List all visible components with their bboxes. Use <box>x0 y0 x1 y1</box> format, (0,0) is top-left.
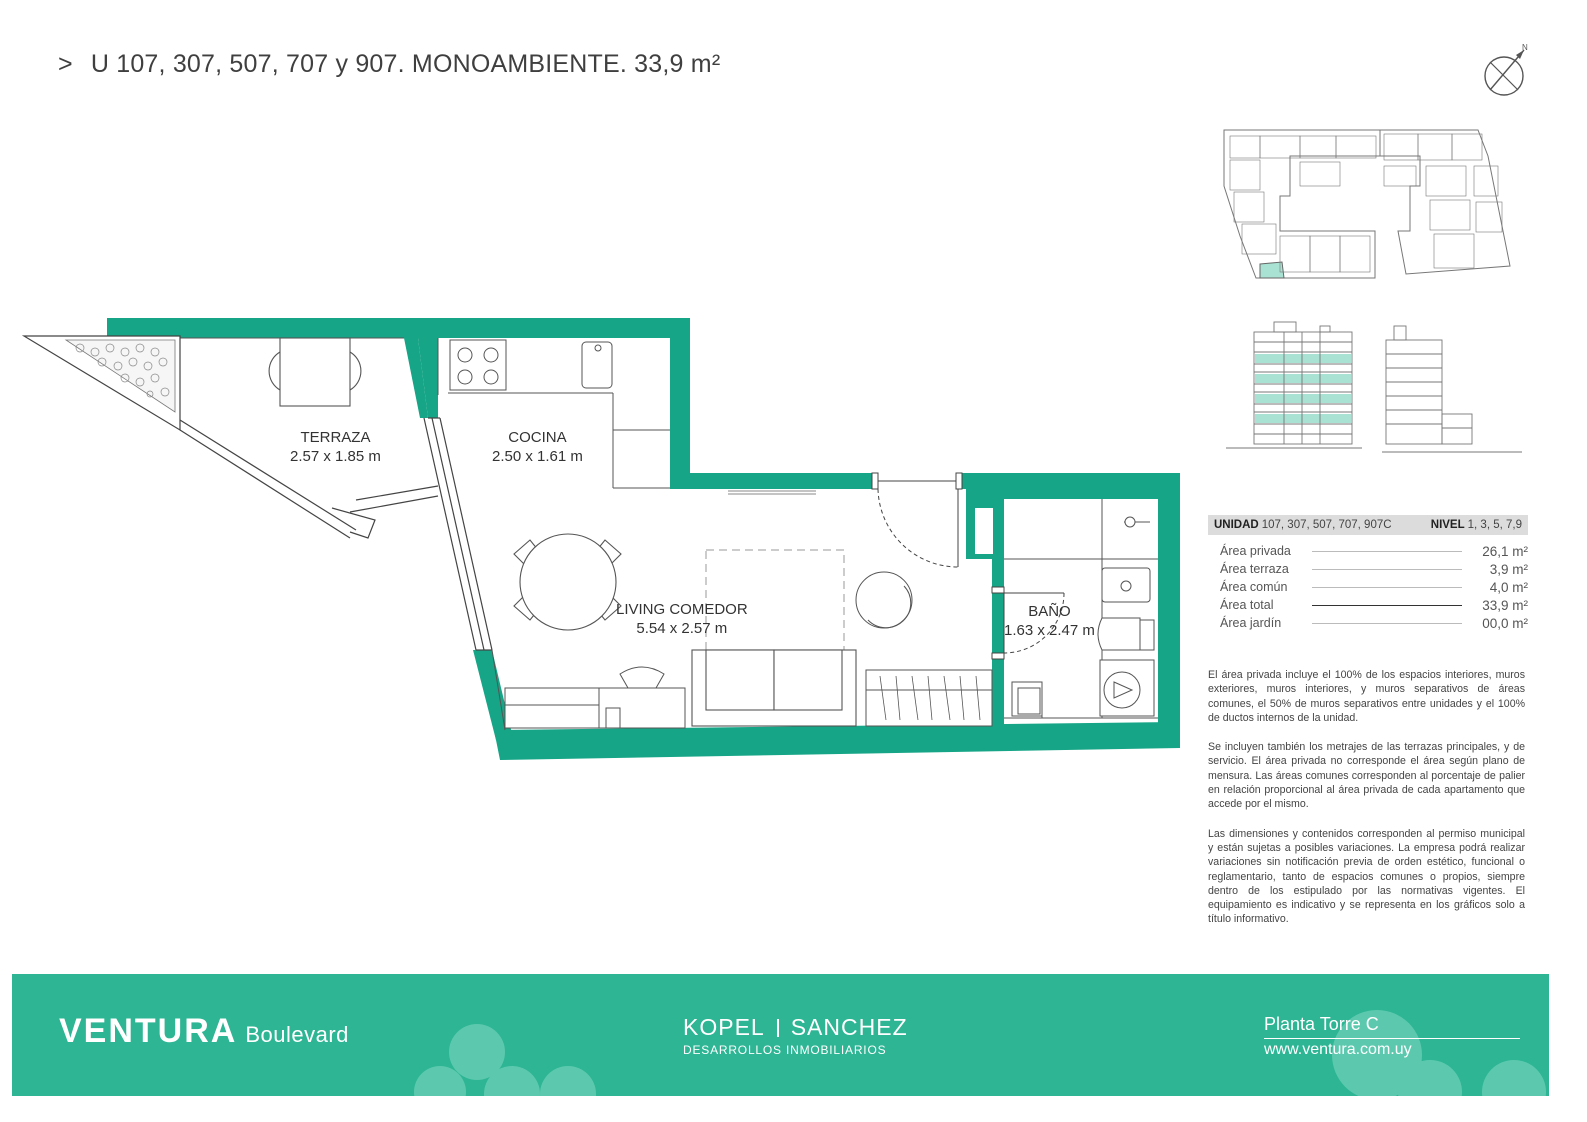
plan-label: Planta Torre C <box>1264 1014 1520 1039</box>
title-text: U 107, 307, 507, 707 y 907. MONOAMBIENTE. 33,9 m² <box>90 50 721 78</box>
title-arrow: > <box>58 50 73 78</box>
room-terraza-name: TERRAZA <box>300 429 371 446</box>
svg-text:N: N <box>1522 43 1528 52</box>
developer-logo <box>683 1014 908 1057</box>
spec-level-label: NIVEL <box>1430 519 1465 531</box>
room-terraza <box>290 428 381 466</box>
terrace-planter <box>24 336 180 430</box>
brand-main: VENTURA <box>59 1012 238 1050</box>
spec-row <box>1208 560 1528 578</box>
spec-row-label: Área terraza <box>1220 562 1289 576</box>
brand-logo <box>59 1012 349 1051</box>
developer-left: KOPEL <box>683 1014 765 1040</box>
spec-row-value: 3,9 m² <box>1489 561 1528 577</box>
terrace-table <box>269 338 361 406</box>
spec-row-label: Área jardín <box>1220 616 1282 630</box>
spec-row-label: Área privada <box>1220 544 1291 558</box>
developer-right: SANCHEZ <box>790 1014 908 1040</box>
room-living-dims: 5.54 x 2.57 m <box>636 620 728 637</box>
legal-notes <box>1208 668 1525 942</box>
note-paragraph: Se incluyen también los metrajes de las terrazas principales, y de servicio. El área privada no corresponde el área según plano de mensura. Las áreas comunes corresponden al porcentaje de palier en relación proporcional al área privada de cada apartamento que accede por el mismo. <box>1208 741 1525 811</box>
room-bano <box>1004 602 1095 640</box>
room-cocina <box>492 428 583 466</box>
room-cocina-dims: 2.50 x 1.61 m <box>492 448 583 465</box>
wardrobe <box>866 670 992 726</box>
footer-banner <box>12 974 1549 1096</box>
room-living-comedor <box>616 600 748 638</box>
spec-row-label: Área común <box>1220 580 1288 594</box>
note-paragraph: Las dimensiones y contenidos corresponden al permiso municipal y están sujetas a posibles variaciones. La empresa podrá realizar variaciones sin notificación previa de orden estético, funcional o reglamentario, tanto de espacios comunes o propios, siempre dentro de los estipulado por las normativas vigentes. El equipamiento es indicativo y se representa en los gráficos solo a título informativo. <box>1208 827 1525 926</box>
developer-sub: DESARROLLOS INMOBILIARIOS <box>683 1043 887 1057</box>
website-link[interactable]: www.ventura.com.uy <box>1264 1041 1412 1058</box>
spec-row-total <box>1208 596 1528 614</box>
entrance-door <box>872 473 962 567</box>
spec-row <box>1208 542 1528 560</box>
area-spec-table <box>1208 515 1528 632</box>
room-cocina-name: COCINA <box>508 429 567 446</box>
spec-level <box>1431 519 1522 531</box>
dining-table <box>514 534 621 630</box>
decor-bubble <box>1482 1060 1546 1096</box>
spec-level-value: 1, 3, 5, 7,9 <box>1467 519 1522 531</box>
spec-unit <box>1214 519 1392 531</box>
note-paragraph: El área privada incluye el 100% de los espacios interiores, muros exteriores, muros interiores, y muros separativos de áreas comunes, el 50% de muros separativos entre unidades y el 100% de ductos internos de la unidad. <box>1208 669 1525 724</box>
spec-row <box>1208 614 1528 632</box>
brand-sub: Boulevard <box>245 1022 349 1047</box>
sliding-door <box>424 418 492 650</box>
spec-row-value: 33,9 m² <box>1482 597 1528 613</box>
spec-row-label: Área total <box>1220 598 1274 612</box>
room-bano-name: BAÑO <box>1028 603 1071 620</box>
sofa <box>692 650 856 726</box>
side-table <box>856 572 912 628</box>
room-bano-dims: 1.63 x 2.47 m <box>1004 622 1095 639</box>
spec-unit-label: UNIDAD <box>1214 519 1259 531</box>
spec-row-value: 00,0 m² <box>1482 615 1528 631</box>
key-plan-icon <box>1220 126 1516 282</box>
spec-header <box>1208 515 1528 535</box>
elevation-icon <box>1222 318 1526 458</box>
spec-unit-value: 107, 307, 507, 707, 907C <box>1261 519 1392 531</box>
room-terraza-dims: 2.57 x 1.85 m <box>290 448 381 465</box>
decor-bubble <box>540 1066 596 1096</box>
spec-row <box>1208 578 1528 596</box>
desk <box>505 667 685 728</box>
room-living-name: LIVING COMEDOR <box>616 601 748 618</box>
footer-info <box>1264 1014 1520 1059</box>
spec-row-value: 4,0 m² <box>1489 579 1528 595</box>
spec-row-value: 26,1 m² <box>1482 543 1528 559</box>
